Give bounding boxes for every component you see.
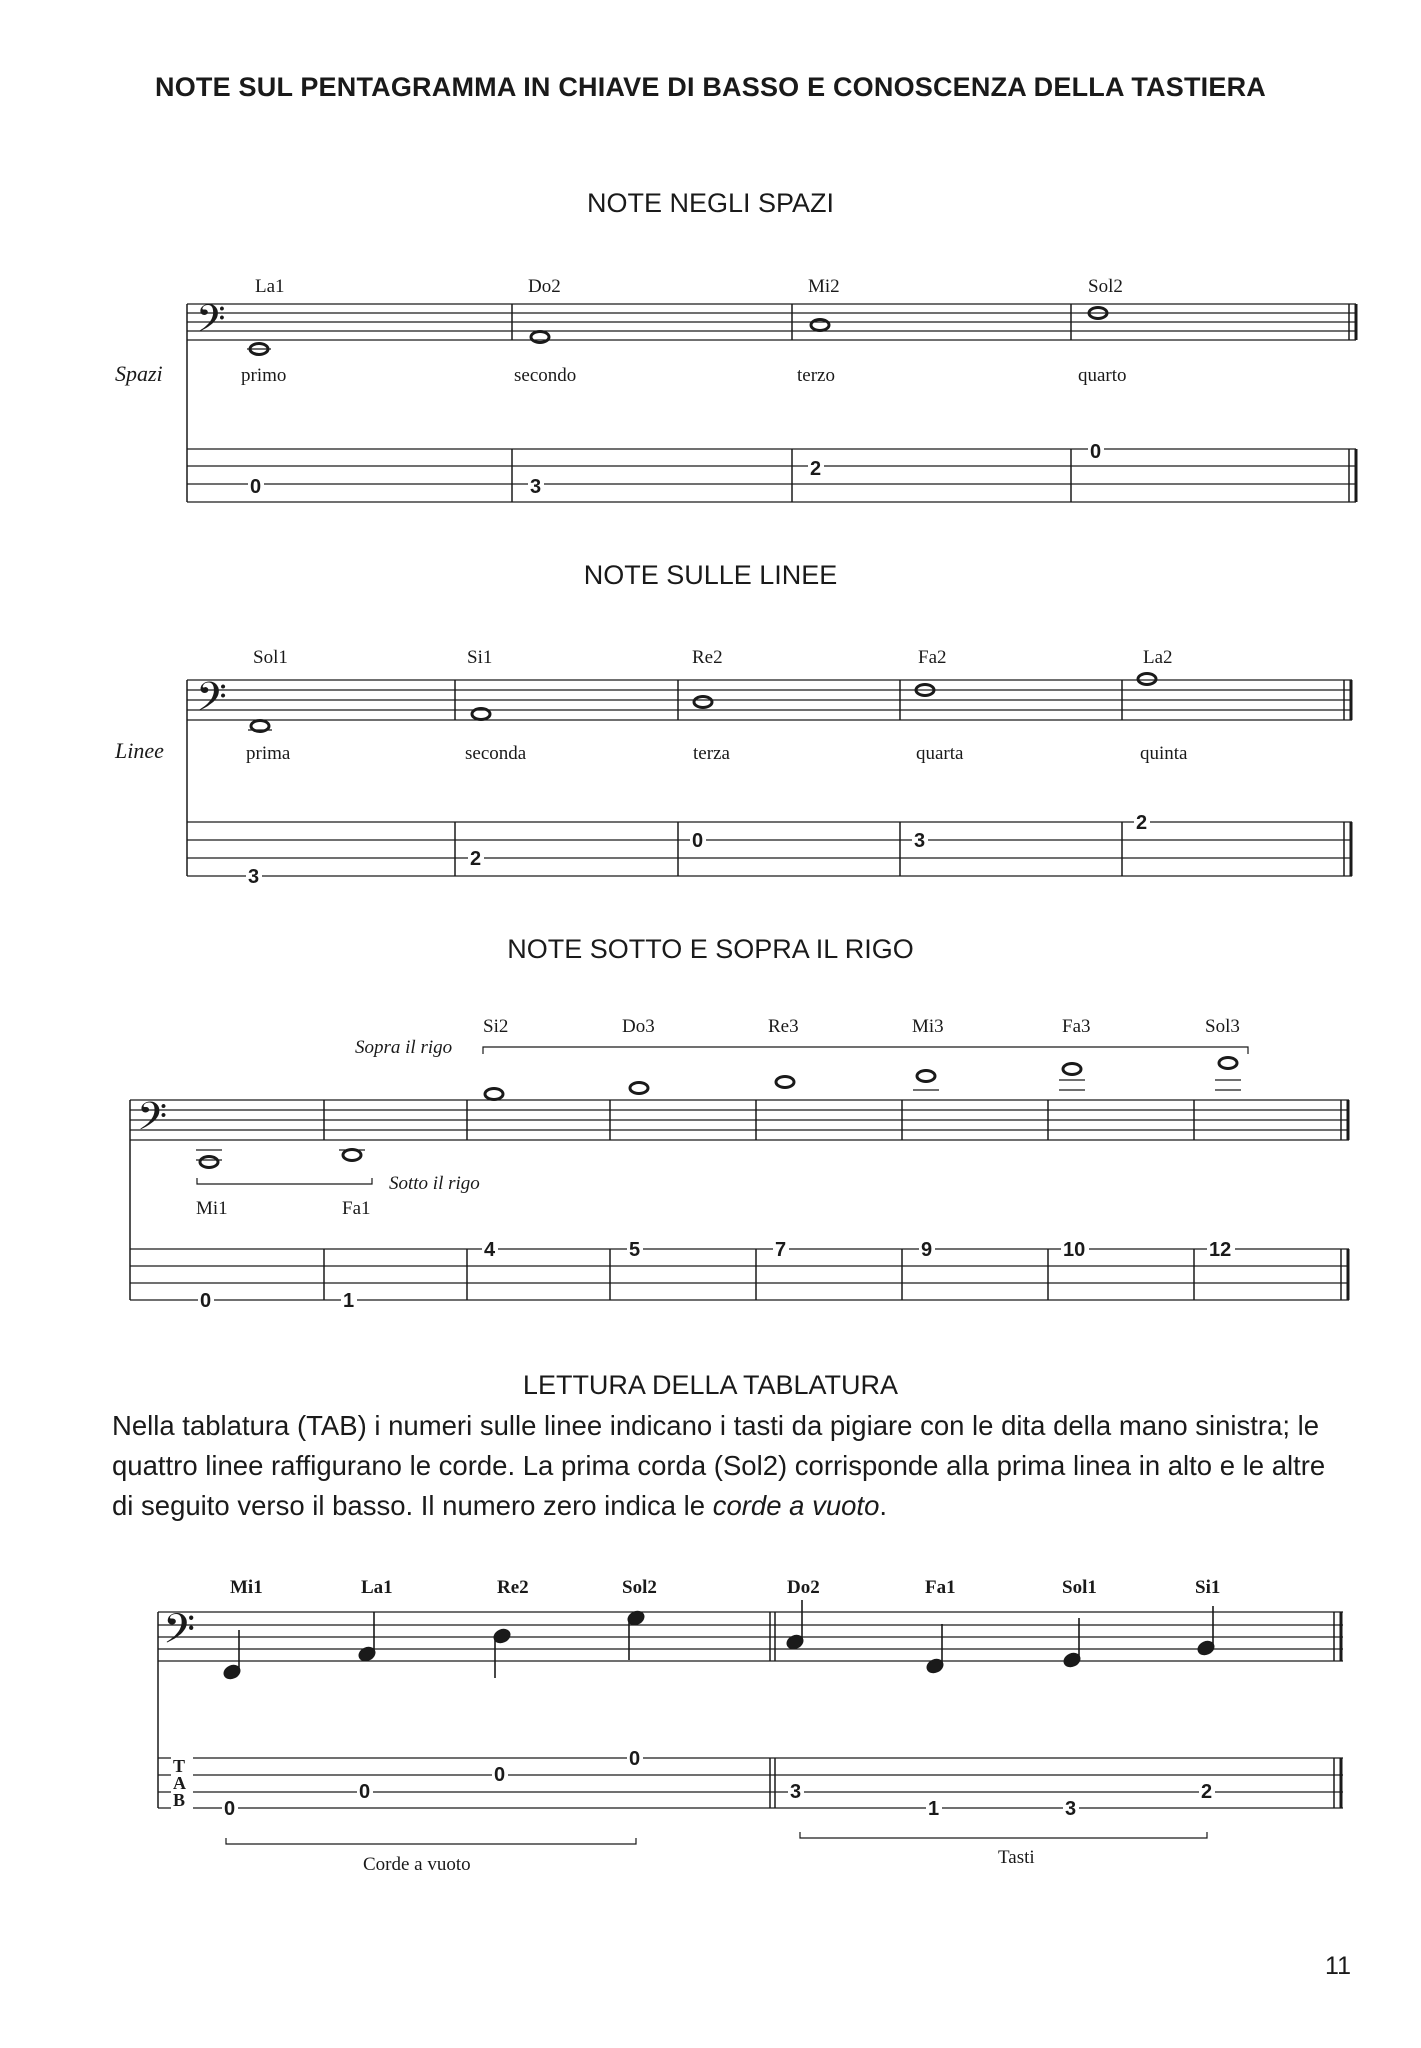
- quarter-note: [1196, 1606, 1216, 1657]
- staff: [158, 1612, 1343, 1661]
- page-number: 11: [1325, 1952, 1351, 1980]
- whole-note: [343, 1150, 361, 1161]
- side-label-spaces: Spazi: [115, 361, 163, 386]
- tab-fret: 2: [1136, 812, 1148, 834]
- tab-fret: 3: [1065, 1798, 1077, 1820]
- note-name: Si1: [467, 647, 493, 668]
- tab-fret: 5: [629, 1239, 641, 1261]
- note-name: Mi1: [230, 1577, 263, 1598]
- svg-text:𝄢: 𝄢: [137, 1096, 168, 1148]
- position-label: quarto: [1078, 365, 1127, 386]
- whole-note: [811, 320, 829, 331]
- note-name: Sol3: [1205, 1016, 1240, 1037]
- tab-fret: 3: [790, 1781, 802, 1803]
- above-staff-bracket: [483, 1047, 1248, 1054]
- position-label: terza: [693, 743, 730, 764]
- staff: [187, 680, 1352, 720]
- tab-fret: 0: [200, 1290, 212, 1312]
- tab-fret: 0: [250, 476, 262, 498]
- tab-fret: 10: [1063, 1239, 1086, 1261]
- whole-note: [917, 1071, 935, 1082]
- tab-fret: 0: [692, 830, 704, 852]
- position-label: primo: [241, 365, 287, 386]
- position-label: secondo: [514, 365, 577, 386]
- svg-text:𝄢: 𝄢: [163, 1606, 196, 1662]
- tab-staff: [158, 1758, 1343, 1808]
- paragraph-emphasis: corde a vuoto: [712, 1490, 880, 1521]
- note-name: Sol1: [253, 647, 288, 668]
- note-name: Fa1: [925, 1577, 956, 1598]
- note-name: Si1: [1195, 1577, 1221, 1598]
- note-name: Do3: [622, 1016, 655, 1037]
- below-staff-bracket: [197, 1178, 372, 1184]
- svg-text:𝄢: 𝄢: [196, 298, 226, 349]
- note-name: Do2: [528, 276, 561, 297]
- position-label: prima: [246, 743, 291, 764]
- note-name: Mi1: [196, 1198, 228, 1219]
- svg-text:𝄢: 𝄢: [196, 676, 227, 729]
- position-label: seconda: [465, 743, 527, 764]
- tab-fret: 12: [1209, 1239, 1232, 1261]
- whole-note: [1138, 674, 1156, 685]
- staff: [130, 1100, 1349, 1140]
- page-title: NOTE SUL PENTAGRAMMA IN CHIAVE DI BASSO E CONOSCENZA DELLA TASTIERA: [155, 72, 1266, 102]
- tab-fret: 1: [343, 1290, 355, 1312]
- frets-label: Tasti: [998, 1847, 1035, 1868]
- whole-note: [694, 697, 712, 708]
- note-name: Sol2: [622, 1577, 657, 1598]
- frets-bracket: [800, 1832, 1207, 1838]
- tab-fret: 0: [359, 1781, 371, 1803]
- staff: [187, 304, 1356, 340]
- note-name: Do2: [787, 1577, 820, 1598]
- tab-fret: 0: [224, 1798, 236, 1820]
- position-label: quinta: [1140, 743, 1188, 764]
- tab-fret: 3: [530, 476, 542, 498]
- paragraph-end: .: [879, 1490, 887, 1521]
- tab-fret: 2: [470, 848, 482, 870]
- quarter-note: [492, 1627, 512, 1678]
- tab-letter: T: [173, 1756, 186, 1776]
- above-staff-label: Sopra il rigo: [355, 1037, 453, 1058]
- position-label: terzo: [797, 365, 835, 386]
- open-strings-label: Corde a vuoto: [363, 1854, 471, 1875]
- open-strings-bracket: [226, 1838, 636, 1844]
- tab-fret: 0: [494, 1764, 506, 1786]
- tab-staff: [187, 822, 1352, 876]
- tab-fret: 4: [484, 1239, 496, 1261]
- tab-letter: B: [173, 1790, 186, 1810]
- note-name: Fa3: [1062, 1016, 1091, 1037]
- whole-note: [1063, 1064, 1081, 1075]
- quarter-note: [626, 1609, 646, 1660]
- tab-fret: 0: [629, 1748, 641, 1770]
- whole-note: [485, 1089, 503, 1100]
- section-title-spaces: NOTE NEGLI SPAZI: [586, 188, 835, 218]
- tab-fret: 9: [921, 1239, 933, 1261]
- note-name: Mi3: [912, 1016, 944, 1037]
- position-label: quarta: [916, 743, 964, 764]
- tab-letter: A: [173, 1773, 186, 1793]
- section-title-tab-reading: LETTURA DELLA TABLATURA: [522, 1370, 899, 1400]
- bass-clef-icon: [163, 1606, 195, 1662]
- bass-clef-icon: [196, 298, 226, 349]
- tab-fret: 1: [928, 1798, 940, 1820]
- note-name: La2: [1143, 647, 1173, 668]
- note-name: La1: [255, 276, 285, 297]
- tab-fret: 3: [248, 866, 260, 888]
- tab-fret: 2: [1201, 1781, 1213, 1803]
- side-label-lines: Linee: [115, 738, 164, 763]
- whole-note: [630, 1083, 648, 1094]
- section-title-lines: NOTE SULLE LINEE: [583, 560, 838, 590]
- bass-clef-icon: [137, 1096, 167, 1148]
- note-name: Mi2: [808, 276, 840, 297]
- note-name: Si2: [483, 1016, 509, 1037]
- note-name: Fa1: [342, 1198, 371, 1219]
- tab-fret: 2: [810, 458, 822, 480]
- tab-staff: [187, 449, 1356, 502]
- note-name: Fa2: [918, 647, 947, 668]
- note-name: Re2: [497, 1577, 529, 1598]
- whole-note: [776, 1077, 794, 1088]
- tab-reading-paragraph: [112, 1406, 1352, 1526]
- note-name: Sol2: [1088, 276, 1123, 297]
- section-title-above-below: NOTE SOTTO E SOPRA IL RIGO: [507, 934, 914, 964]
- tab-fret: 3: [914, 830, 926, 852]
- bass-clef-icon: [196, 676, 227, 729]
- tab-fret: 7: [775, 1239, 787, 1261]
- paragraph-text: Nella tablatura (TAB) i numeri sulle linee indicano i tasti da pigiare con le dita della mano sinistra; le quattro linee raffigurano le corde. La prima corda (Sol2) corrisponde alla prima linea in alto e le altre di seguito verso il basso. Il numero zero indica le: [112, 1410, 1326, 1521]
- note-name: Re3: [768, 1016, 799, 1037]
- whole-note: [1219, 1058, 1237, 1069]
- tab-fret: 0: [1090, 441, 1102, 463]
- tab-staff: [130, 1249, 1349, 1300]
- note-name: Sol1: [1062, 1577, 1097, 1598]
- note-name: La1: [361, 1577, 393, 1598]
- note-name: Re2: [692, 647, 723, 668]
- whole-note: [200, 1157, 218, 1168]
- whole-note: [531, 332, 549, 343]
- below-staff-label: Sotto il rigo: [389, 1173, 480, 1194]
